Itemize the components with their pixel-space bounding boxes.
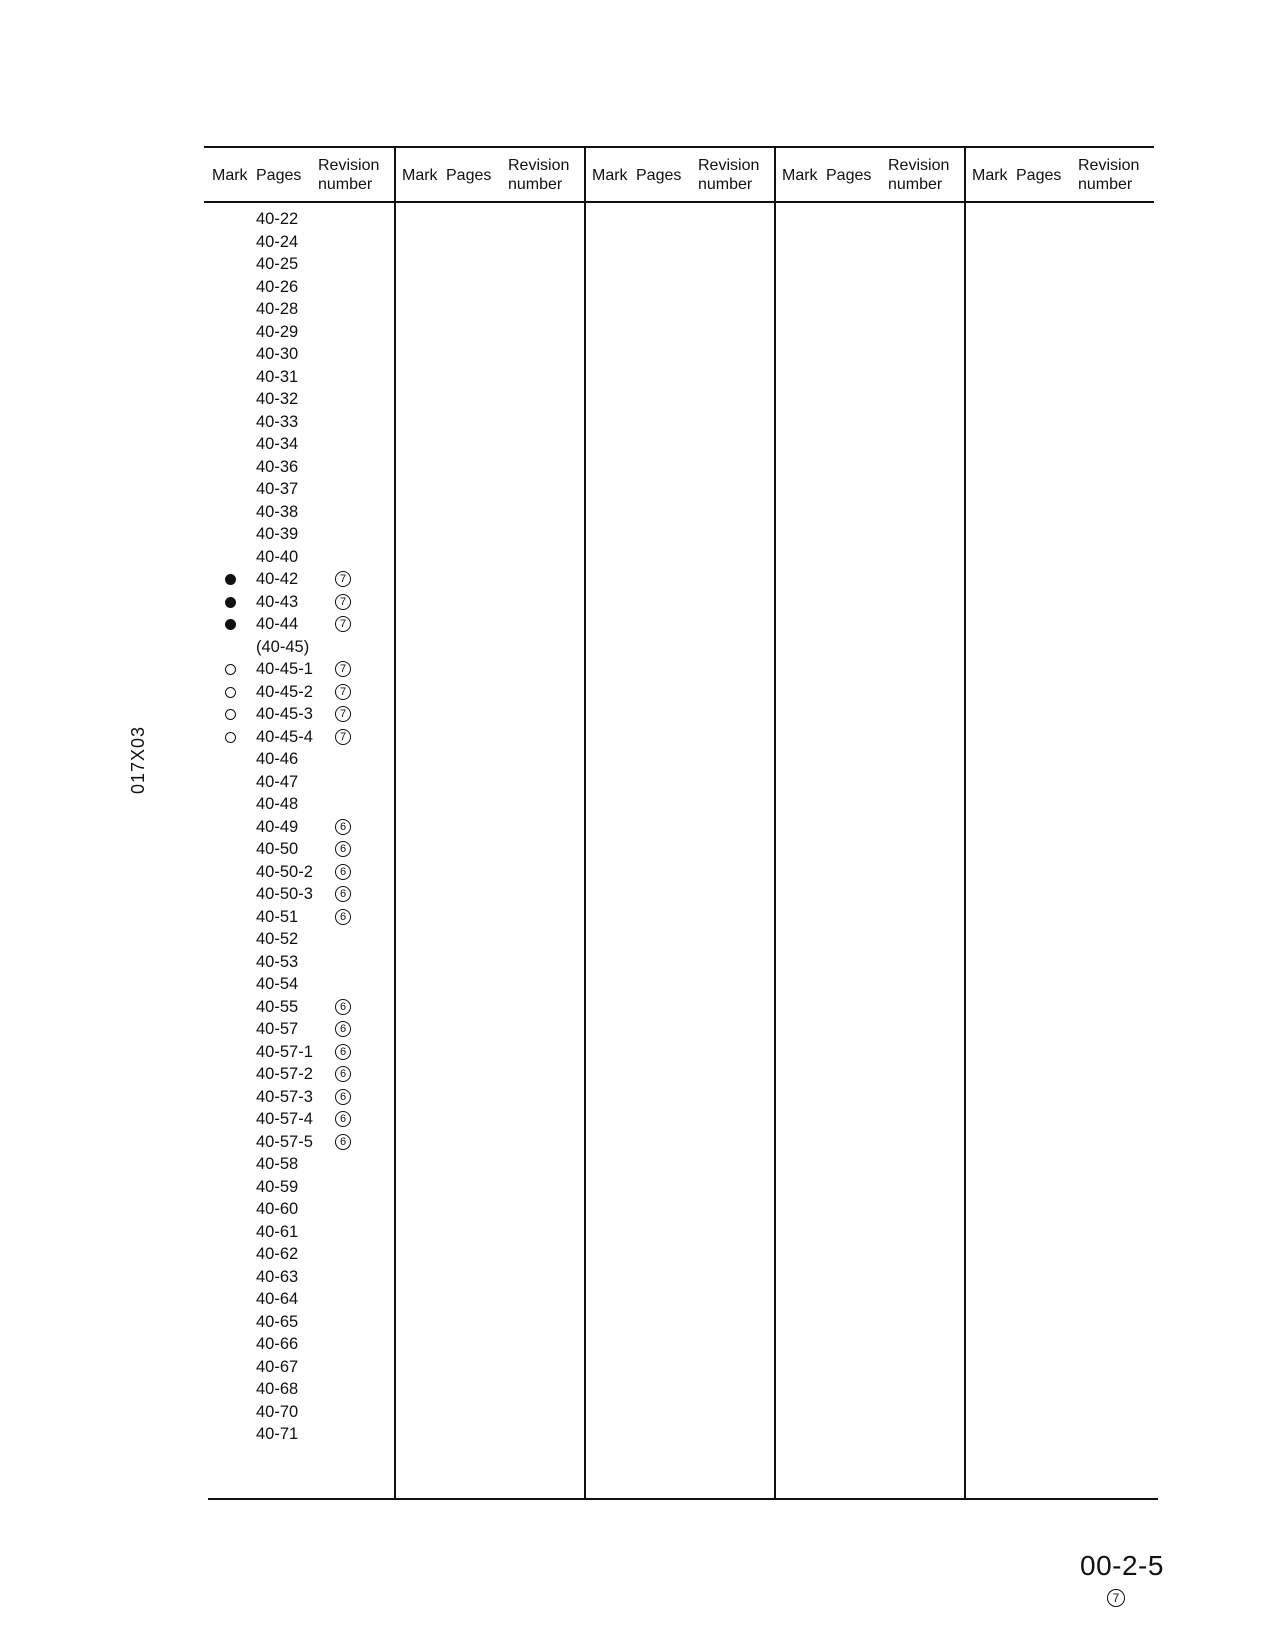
page-number-cell: 40-45-3 [256, 705, 313, 723]
page-number-cell: 40-45-4 [256, 727, 313, 746]
table-row [204, 231, 394, 254]
header-pages: Pages [446, 167, 492, 184]
revision-number-badge: 6 [335, 1021, 351, 1037]
table-row [204, 501, 394, 524]
revision-number-badge: 7 [335, 706, 351, 722]
table-row [204, 1221, 394, 1244]
open-circle-mark [225, 732, 236, 743]
table-row [204, 1378, 394, 1401]
page-number-cell: 40-26 [256, 277, 299, 296]
page-number-cell: 40-37 [256, 480, 299, 498]
table-row [204, 456, 394, 479]
column-divider [774, 146, 776, 1500]
header-mark: Mark [592, 167, 628, 184]
revision-number-badge: 7 [335, 616, 351, 632]
page-number-cell: 40-68 [256, 1380, 299, 1398]
page-number-cell: 40-57-4 [256, 1110, 313, 1128]
table-row [204, 1423, 394, 1446]
page-number-cell: 40-43 [256, 592, 299, 611]
page-number-cell: 40-28 [256, 300, 299, 318]
header-revision: Revision number [888, 157, 950, 193]
table-row [204, 973, 394, 996]
table-row [204, 1401, 394, 1424]
page-number-cell: 40-57 [256, 1020, 299, 1038]
table-row [204, 366, 394, 389]
page-number-cell: 40-63 [256, 1267, 299, 1286]
table-row [204, 298, 394, 321]
table-row [204, 838, 394, 861]
revision-number-badge: 7 [335, 594, 351, 610]
table-row [204, 1333, 394, 1356]
table-row [204, 726, 394, 749]
page-number-cell: 40-34 [256, 435, 299, 453]
page-number-cell: 40-33 [256, 412, 299, 431]
page-number-cell: 40-50-3 [256, 885, 313, 903]
page-number-cell: 40-47 [256, 772, 299, 791]
table-row [204, 951, 394, 974]
header-pages: Pages [636, 167, 682, 184]
page-number-cell: 40-30 [256, 345, 299, 363]
column-divider [584, 146, 586, 1500]
page-number-cell: 40-39 [256, 525, 299, 543]
page-revision-badge: 7 [1107, 1589, 1125, 1607]
table-row [204, 658, 394, 681]
page-number-cell: 40-57-3 [256, 1087, 313, 1106]
table-row [204, 703, 394, 726]
column-divider [964, 146, 966, 1500]
table-row [204, 748, 394, 771]
page-number-cell: 40-62 [256, 1245, 299, 1263]
open-circle-mark [225, 664, 236, 675]
table-row [204, 793, 394, 816]
page-number-cell: 40-24 [256, 232, 299, 251]
revision-number-badge: 6 [335, 1111, 351, 1127]
page-number-cell: 40-48 [256, 795, 299, 813]
header-mark: Mark [402, 167, 438, 184]
page-number-cell: 40-54 [256, 975, 299, 993]
column-header [204, 156, 394, 198]
page-number-cell: 40-61 [256, 1222, 299, 1241]
table-row [204, 276, 394, 299]
page-number-cell: 40-53 [256, 952, 299, 971]
page-number-cell: 40-50 [256, 840, 299, 858]
table-row [204, 321, 394, 344]
revision-number-badge: 6 [335, 1066, 351, 1082]
table-row [204, 478, 394, 501]
page-number-cell: 40-71 [256, 1425, 299, 1443]
table-row [204, 411, 394, 434]
page-number-cell: 40-44 [256, 615, 299, 633]
table-row [204, 1153, 394, 1176]
page-number-cell: 40-52 [256, 930, 299, 948]
table-row [204, 1311, 394, 1334]
page-number-cell: 40-64 [256, 1290, 299, 1308]
revision-number-badge: 7 [335, 571, 351, 587]
page-number: 00-2-5 [1080, 1550, 1164, 1581]
page-number-cell: 40-36 [256, 457, 299, 476]
document-code: 017X03 [128, 725, 148, 795]
table-row [204, 1198, 394, 1221]
page-number-cell: 40-50-2 [256, 862, 313, 881]
table-top-rule [204, 146, 1154, 148]
filled-dot-mark [225, 619, 236, 630]
table-row [204, 883, 394, 906]
page-number-cell: 40-57-1 [256, 1042, 313, 1061]
table-row [204, 906, 394, 929]
page-number-cell: 40-58 [256, 1155, 299, 1173]
column-header [394, 156, 584, 198]
table-row [204, 523, 394, 546]
column-header [774, 156, 964, 198]
table-row [204, 208, 394, 231]
page-number-cell: 40-25 [256, 255, 299, 273]
page-number-cell: 40-59 [256, 1177, 299, 1196]
header-mark: Mark [972, 167, 1008, 184]
table-row [204, 636, 394, 659]
page-number-cell: 40-70 [256, 1402, 299, 1421]
table-row [204, 591, 394, 614]
page-number-cell: 40-22 [256, 210, 299, 228]
table-row [204, 568, 394, 591]
revision-number-badge: 7 [335, 684, 351, 700]
header-revision: Revision number [698, 157, 760, 193]
revision-number-badge: 7 [335, 661, 351, 677]
revision-number-badge: 6 [335, 999, 351, 1015]
revision-table [204, 146, 1154, 1500]
table-row [204, 613, 394, 636]
table-row [204, 1131, 394, 1154]
page-number-cell: 40-66 [256, 1335, 299, 1353]
table-row [204, 681, 394, 704]
table-row [204, 816, 394, 839]
table-row [204, 1243, 394, 1266]
revision-number-badge: 6 [335, 1134, 351, 1150]
page-number-cell: 40-65 [256, 1312, 299, 1331]
header-pages: Pages [1016, 167, 1062, 184]
page-number-cell: 40-29 [256, 322, 299, 341]
revision-number-badge: 6 [335, 886, 351, 902]
header-mark: Mark [212, 167, 248, 184]
page-number-cell: 40-49 [256, 817, 299, 836]
table-row [204, 546, 394, 569]
page-number-cell: 40-40 [256, 547, 299, 566]
table-row [204, 1018, 394, 1041]
table-row [204, 996, 394, 1019]
page-number-cell: 40-55 [256, 997, 299, 1016]
table-row [204, 433, 394, 456]
header-revision: Revision number [318, 157, 380, 193]
revision-number-badge: 6 [335, 909, 351, 925]
page-number-cell: 40-57-5 [256, 1132, 313, 1151]
open-circle-mark [225, 687, 236, 698]
filled-dot-mark [225, 574, 236, 585]
revision-number-badge: 6 [335, 864, 351, 880]
table-row [204, 1288, 394, 1311]
page-number-cell: 40-46 [256, 750, 299, 768]
table-row [204, 253, 394, 276]
page-number-cell: (40-45) [256, 637, 310, 656]
page-number-cell: 40-57-2 [256, 1065, 313, 1083]
table-row [204, 1041, 394, 1064]
page-number-cell: 40-38 [256, 502, 299, 521]
header-pages: Pages [826, 167, 872, 184]
table-bottom-rule [208, 1498, 1158, 1500]
header-mark: Mark [782, 167, 818, 184]
table-row [204, 1108, 394, 1131]
table-row [204, 1266, 394, 1289]
table-row [204, 1176, 394, 1199]
page-number-cell: 40-42 [256, 570, 299, 588]
table-row [204, 1356, 394, 1379]
revision-number-badge: 6 [335, 1044, 351, 1060]
table-row [204, 1086, 394, 1109]
revision-number-badge: 6 [335, 819, 351, 835]
header-revision: Revision number [1078, 157, 1140, 193]
table-row [204, 928, 394, 951]
table-row [204, 771, 394, 794]
table-row [204, 388, 394, 411]
table-row [204, 1063, 394, 1086]
table-row [204, 861, 394, 884]
page-number-cell: 40-51 [256, 907, 299, 926]
table-row [204, 343, 394, 366]
open-circle-mark [225, 709, 236, 720]
page-number-cell: 40-60 [256, 1200, 299, 1218]
page-number-cell: 40-45-1 [256, 660, 313, 678]
filled-dot-mark [225, 597, 236, 608]
revision-number-badge: 6 [335, 841, 351, 857]
revision-number-badge: 7 [335, 729, 351, 745]
revision-number-badge: 6 [335, 1089, 351, 1105]
page-number-cell: 40-32 [256, 390, 299, 408]
header-pages: Pages [256, 167, 302, 184]
column-divider [394, 146, 396, 1500]
page-number-cell: 40-31 [256, 367, 299, 386]
column-header [584, 156, 774, 198]
page-number-cell: 40-67 [256, 1357, 299, 1376]
column-header [964, 156, 1154, 198]
page-number-cell: 40-45-2 [256, 682, 313, 701]
table-header-rule [204, 201, 1154, 203]
header-revision: Revision number [508, 157, 570, 193]
